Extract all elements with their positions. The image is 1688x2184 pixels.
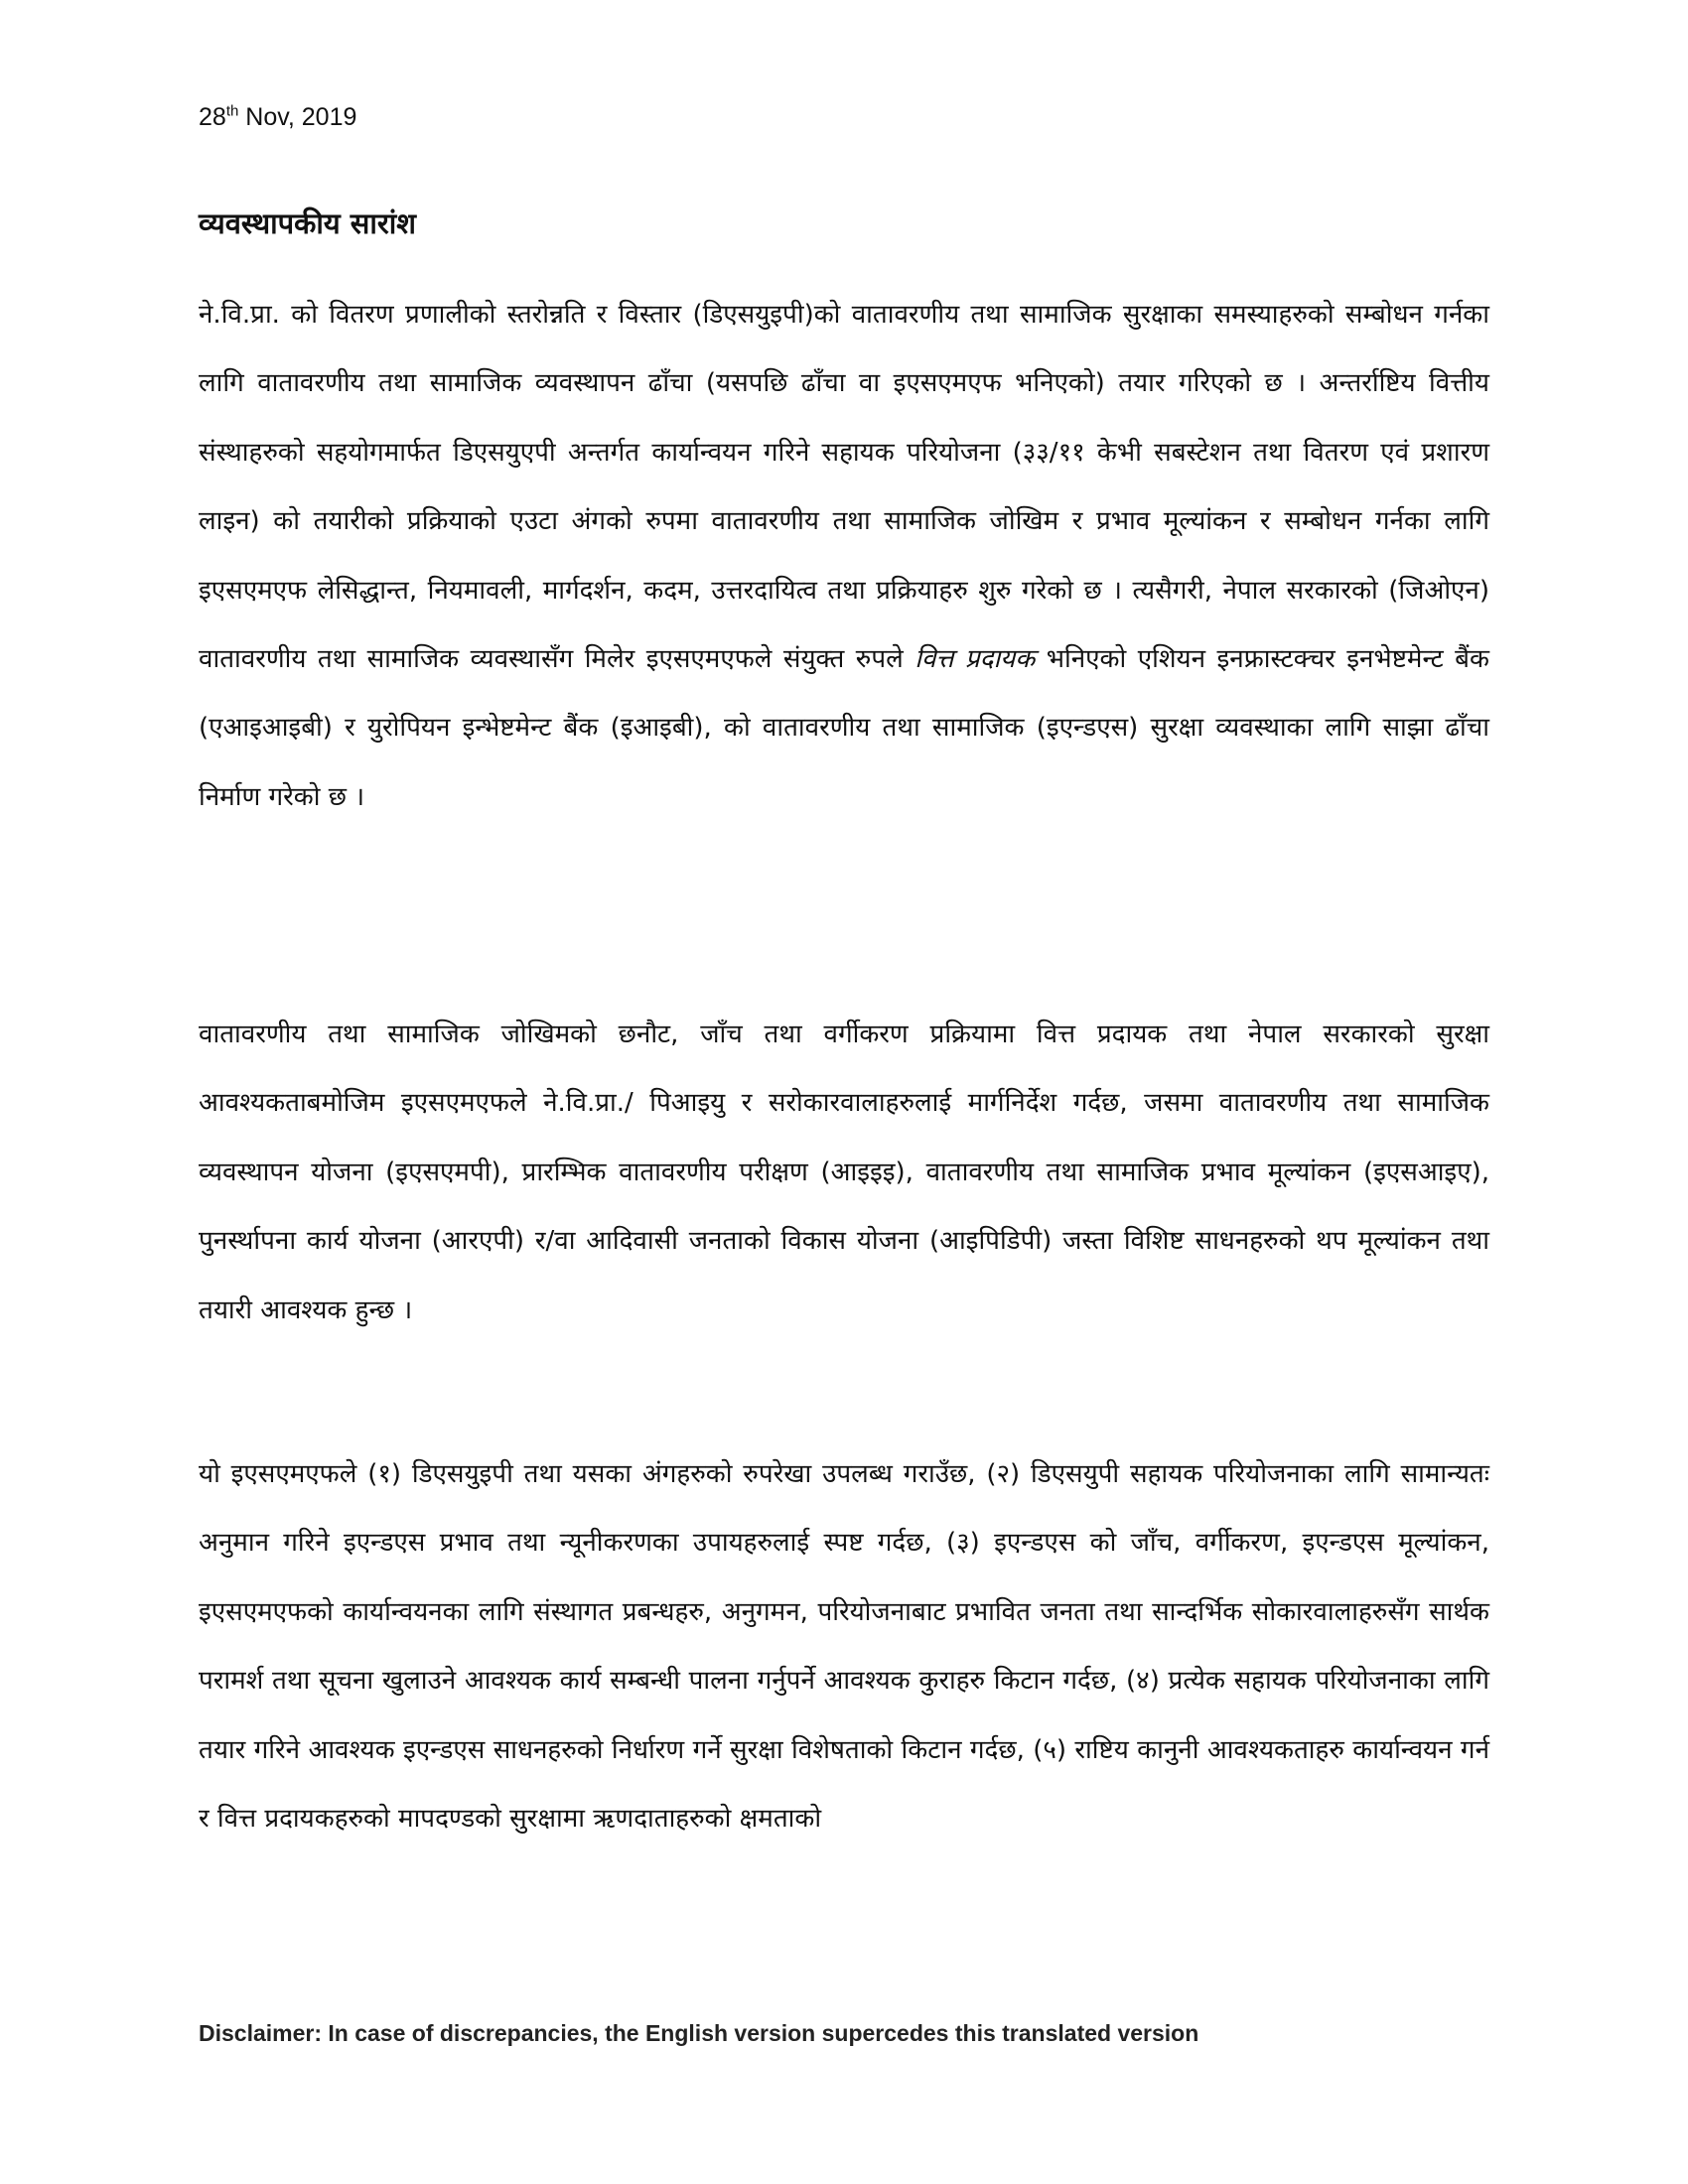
date-month-year: Nov, 2019: [238, 103, 357, 131]
paragraph-2: वातावरणीय तथा सामाजिक जोखिमको छनौट, जाँच तथा वर्गीकरण प्रक्रियामा वित्त प्रदायक तथा नेपाल सरकारको सुरक्षा आवश्यकताबमोजिम इएसएमएफले ने.वि.प्रा./ पिआइयु र सरोकारवालाहरुलाई मार्गनिर्देश गर्दछ, जसमा वातावरणीय तथा सामाजिक व्यवस्थापन योजना (इएसएमपी), प्रारम्भिक वातावरणीय परीक्षण (आइइइ), वातावरणीय तथा सामाजिक प्रभाव मूल्यांकन (इएसआइए), पुनर्स्थापना कार्य योजना (आरएपी) र/वा आदिवासी जनताको विकास योजना (आइपिडिपी) जस्ता विशिष्ट साधनहरुको थप मूल्यांकन तथा तयारी आवश्यक हुन्छ ।: [199, 1020, 1489, 1325]
date-day: 28: [199, 103, 226, 131]
disclaimer-footer: Disclaimer: In case of discrepancies, the English version supercedes this translated version: [199, 2020, 1199, 2046]
paragraph-1-part-1: ने.वि.प्रा. को वितरण प्रणालीको स्तरोन्नति र विस्तार (डिएसयुइपी)को वातावरणीय तथा सामाजिक सुरक्षाका समस्याहरुको सम्बोधन गर्नका लागि वातावरणीय तथा सामाजिक व्यवस्थापन ढाँचा (यसपछि ढाँचा वा इएसएमएफ भनिएको) तयार गरिएको छ । अन्तर्राष्टिय वित्तीय संस्थाहरुको सहयोगमार्फत डिएसयुएपी अन्तर्गत कार्यान्वयन गरिने सहायक परियोजना (३३/११ केभी सबस्टेशन तथा वितरण एवं प्रशारण लाइन) को तयारीको प्रक्रियाको एउटा अंगको रुपमा वातावरणीय तथा सामाजिक जोखिम र प्रभाव मूल्यांकन र सम्बोधन गर्नका लागि इएसएमएफ लेसिद्धान्त, नियमावली, मार्गदर्शन, कदम, उत्तरदायित्व तथा प्रक्रियाहरु शुरु गरेको छ । त्यसैगरी, नेपाल सरकारको (जिओएन) वातावरणीय तथा सामाजिक व्यवस्थासँग मिलेर इएसएमएफले संयुक्त रुपले: [199, 300, 1489, 675]
document-date: [199, 103, 356, 132]
date-suffix: th: [225, 102, 239, 120]
paragraph-1: [199, 281, 1489, 832]
paragraph-1-part-2: भनिएको एशियन इनफ्रास्टक्चर इनभेष्टमेन्ट बैंक (एआइआइबी) र युरोपियन इन्भेष्टमेन्ट बैंक (इआइबी), को वातावरणीय तथा सामाजिक (इएन्डएस) सुरक्षा व्यवस्थाका लागि साझा ढाँचा निर्माण गरेको छ ।: [199, 644, 1489, 812]
paragraph-3: यो इएसएमएफले (१) डिएसयुइपी तथा यसका अंगहरुको रुपरेखा उपलब्ध गराउँछ, (२) डिएसयुपी सहायक परियोजनाका लागि सामान्यतः अनुमान गरिने इएन्डएस प्रभाव तथा न्यूनीकरणका उपायहरुलाई स्पष्ट गर्दछ, (३) इएन्डएस को जाँच, वर्गीकरण, इएन्डएस मूल्यांकन, इएसएमएफको कार्यान्वयनका लागि संस्थागत प्रबन्धहरु, अनुगमन, परियोजनाबाट प्रभावित जनता तथा सान्दर्भिक सोकारवालाहरुसँग सार्थक परामर्श तथा सूचना खुलाउने आवश्यक कार्य सम्बन्धी पालना गर्नुपर्ने आवश्यक कुराहरु किटान गर्दछ, (४) प्रत्येक सहायक परियोजनाका लागि तयार गरिने आवश्यक इएन्डएस साधनहरुको निर्धारण गर्ने सुरक्षा विशेषताको किटान गर्दछ, (५) राष्टिय कानुनी आवश्यकताहरु कार्यान्वयन गर्न र वित्त प्रदायकहरुको मापदण्डको सुरक्षामा ऋणदाताहरुको क्षमताको: [199, 1459, 1489, 1835]
page-title: व्यवस्थापकीय सारांश: [199, 206, 416, 240]
paragraph-1-italic-term: वित्त प्रदायक: [914, 644, 1036, 675]
